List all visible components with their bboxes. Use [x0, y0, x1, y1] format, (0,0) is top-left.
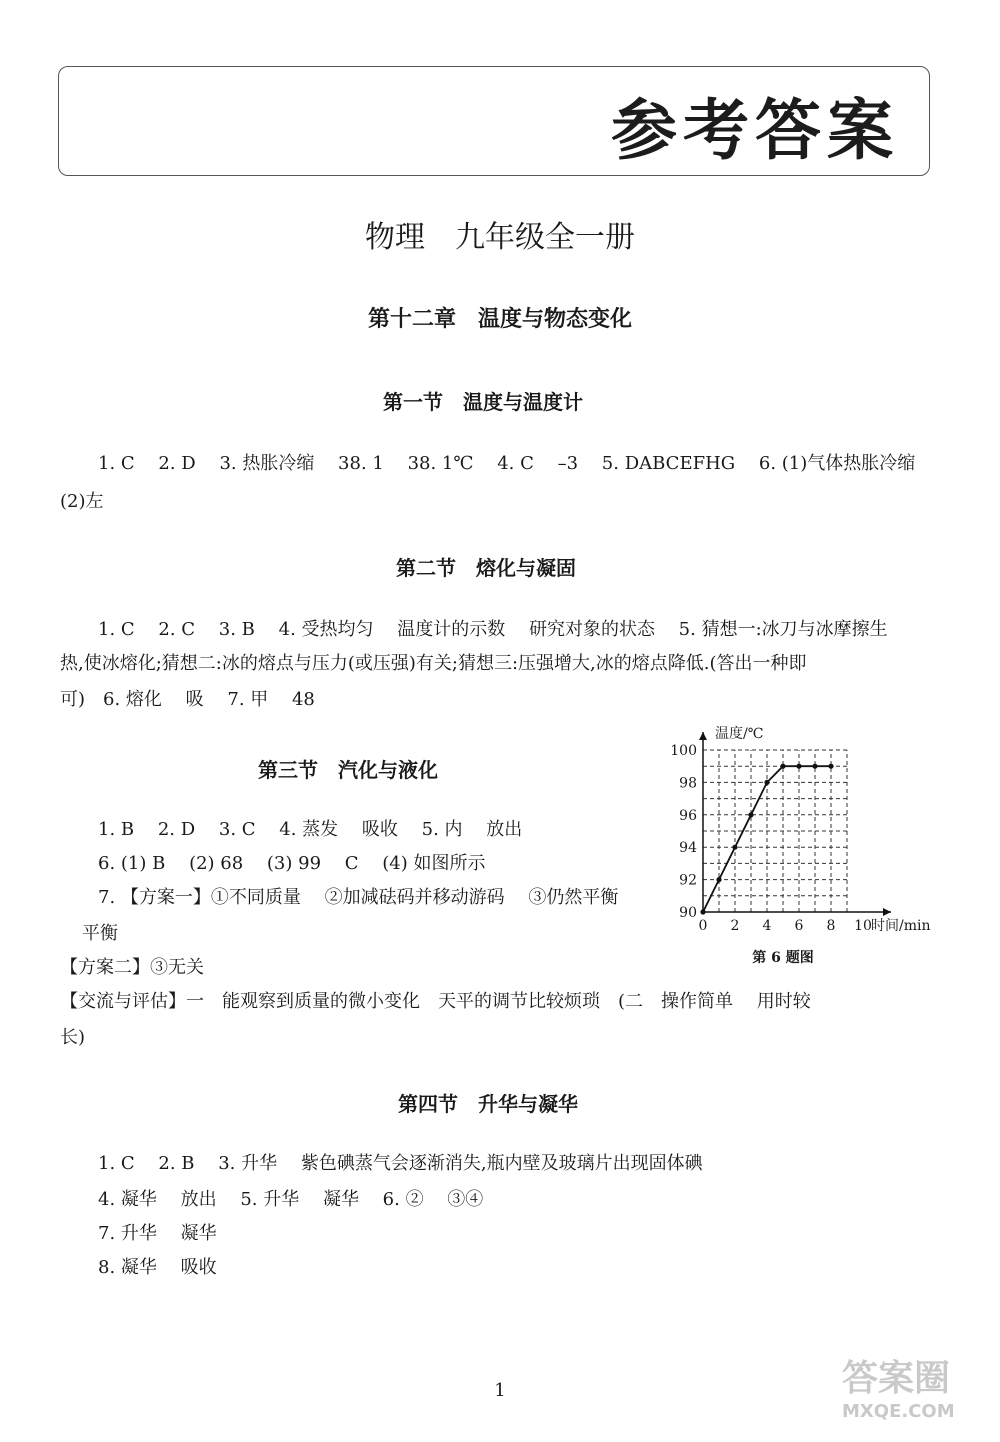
- answer-line: 4. 凝华 放出 5. 升华 凝华 6. ② ③④: [98, 1189, 484, 1210]
- section-title: 第一节 温度与温度计: [383, 390, 583, 414]
- answer-line: 7. 升华 凝华: [98, 1223, 217, 1244]
- answer-line: 长): [60, 1027, 86, 1048]
- section-title: 第四节 升华与凝华: [398, 1092, 578, 1116]
- data-point: [812, 764, 817, 769]
- answer-line: 1. C 2. B 3. 升华 紫色碘蒸气会逐渐消失,瓶内壁及玻璃片出现固体碘: [98, 1153, 703, 1174]
- y-tick-label: 100: [670, 743, 697, 759]
- data-point: [828, 764, 833, 769]
- y-axis-label: 温度/℃: [715, 726, 764, 742]
- data-point: [780, 764, 785, 769]
- data-point: [796, 764, 801, 769]
- x-tick-label: 2: [730, 918, 740, 934]
- data-point: [716, 877, 721, 882]
- watermark-url: MXQE.COM: [842, 1401, 955, 1422]
- page-number: 1: [494, 1380, 506, 1401]
- x-tick-label: 4: [762, 918, 772, 934]
- answer-line: 8. 凝华 吸收: [98, 1257, 217, 1278]
- y-tick-label: 98: [679, 775, 697, 792]
- answer-line: (2)左: [60, 491, 104, 512]
- x-tick-label: 6: [794, 918, 804, 934]
- subject-title: 物理 九年级全一册: [365, 220, 635, 255]
- chart-caption: 第 6 题图: [752, 950, 814, 966]
- x-tick-label: 0: [698, 918, 708, 934]
- answer-line: 1. B 2. D 3. C 4. 蒸发 吸收 5. 内 放出: [98, 819, 523, 840]
- data-point: [732, 845, 737, 850]
- answer-line: 7. 【方案一】①不同质量 ②加减砝码并移动游码 ③仍然平衡: [98, 887, 619, 908]
- watermark-logo: 答案圈: [842, 1358, 951, 1399]
- data-point: [764, 780, 769, 785]
- y-tick-label: 96: [679, 807, 697, 824]
- temperature-time-chart: [668, 722, 958, 972]
- banner-title: 参考答案: [611, 92, 899, 169]
- data-point: [748, 812, 753, 817]
- answer-line: 平衡: [82, 923, 118, 944]
- answer-line: 1. C 2. D 3. 热胀冷缩 38. 1 38. 1℃ 4. C –3 5. DABCEFHG 6. (1)气体热胀冷缩: [98, 453, 916, 474]
- data-point: [700, 909, 705, 914]
- answer-line: 1. C 2. C 3. B 4. 受热均匀 温度计的示数 研究对象的状态 5. 猜想一:冰刀与冰摩擦生: [98, 619, 888, 640]
- x-axis-arrow: [883, 908, 891, 916]
- x-tick-label: 10: [854, 918, 872, 934]
- answer-line: 热,使冰熔化;猜想二:冰的熔点与压力(或压强)有关;猜想三:压强增大,冰的熔点降低.(答出一种即: [60, 653, 807, 674]
- y-tick-label: 94: [679, 840, 697, 857]
- header-banner: [58, 66, 930, 176]
- answer-line: 6. (1) B (2) 68 (3) 99 C (4) 如图所示: [98, 853, 486, 874]
- x-axis-label: 时间/min: [871, 918, 931, 934]
- x-tick-label: 8: [826, 918, 836, 934]
- y-axis-arrow: [699, 732, 707, 740]
- answer-line: 【方案二】③无关: [60, 957, 204, 978]
- answer-line: 可) 6. 熔化 吸 7. 甲 48: [60, 689, 315, 710]
- answer-line: 【交流与评估】一 能观察到质量的微小变化 天平的调节比较烦琐 (二 操作简单 用时较: [60, 991, 811, 1012]
- y-tick-label: 92: [679, 872, 697, 889]
- y-tick-label: 90: [679, 905, 697, 921]
- section-title: 第三节 汽化与液化: [258, 758, 438, 782]
- section-title: 第二节 熔化与凝固: [396, 556, 576, 580]
- watermark: [842, 1350, 992, 1432]
- chapter-title: 第十二章 温度与物态变化: [367, 307, 632, 332]
